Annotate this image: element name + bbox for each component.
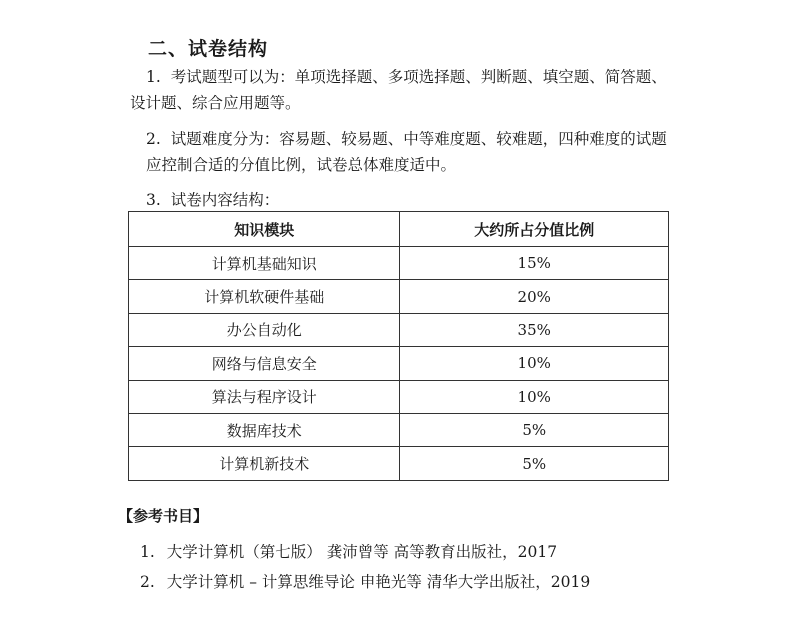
section-heading: 二、试卷结构 bbox=[148, 38, 269, 60]
reference-number: 2. bbox=[140, 573, 155, 591]
table-row bbox=[129, 447, 669, 480]
item-3 bbox=[130, 187, 710, 213]
table-row bbox=[129, 280, 669, 313]
module-cell: 计算机软硬件基础 bbox=[129, 280, 400, 313]
module-cell: 计算机新技术 bbox=[129, 447, 400, 480]
module-cell: 网络与信息安全 bbox=[129, 347, 400, 380]
header-score-ratio: 大约所占分值比例 bbox=[400, 212, 669, 247]
item-text-continued: 应控制合适的分值比例，试卷总体难度适中。 bbox=[146, 156, 457, 174]
ratio-cell: 5% bbox=[400, 447, 669, 480]
reference-item bbox=[140, 570, 590, 592]
reference-text: 大学计算机 – 计算思维导论 申艳光等 清华大学出版社，2019 bbox=[166, 573, 591, 591]
table-row bbox=[129, 413, 669, 446]
table-row bbox=[129, 247, 669, 280]
ratio-cell: 10% bbox=[400, 347, 669, 380]
reference-text: 大学计算机（第七版） 龚沛曾等 高等教育出版社，2017 bbox=[166, 543, 558, 561]
item-number: 2. bbox=[146, 130, 161, 148]
references-title: 【参考书目】 bbox=[118, 507, 209, 525]
table-row bbox=[129, 380, 669, 413]
content-structure-table bbox=[128, 211, 669, 481]
module-cell: 计算机基础知识 bbox=[129, 247, 400, 280]
ratio-cell: 15% bbox=[400, 247, 669, 280]
item-number: 3. bbox=[146, 191, 161, 209]
table-row bbox=[129, 347, 669, 380]
module-cell: 办公自动化 bbox=[129, 313, 400, 346]
ratio-cell: 20% bbox=[400, 280, 669, 313]
header-knowledge-module: 知识模块 bbox=[129, 212, 400, 247]
table-header-row bbox=[129, 212, 669, 247]
item-text: 考试题型可以为：单项选择题、多项选择题、判断题、填空题、简答题、 bbox=[170, 68, 667, 86]
item-number: 1. bbox=[146, 68, 161, 86]
item-text-continued: 设计题、综合应用题等。 bbox=[130, 94, 301, 112]
module-cell: 算法与程序设计 bbox=[129, 380, 400, 413]
item-1 bbox=[130, 64, 710, 116]
item-text: 试卷内容结构： bbox=[170, 191, 280, 209]
module-cell: 数据库技术 bbox=[129, 413, 400, 446]
table-row bbox=[129, 313, 669, 346]
reference-number: 1. bbox=[140, 543, 155, 561]
ratio-cell: 10% bbox=[400, 380, 669, 413]
item-text: 试题难度分为：容易题、较易题、中等难度题、较难题，四种难度的试题 bbox=[170, 130, 667, 148]
ratio-cell: 5% bbox=[400, 413, 669, 446]
reference-item bbox=[140, 540, 557, 562]
item-2 bbox=[130, 126, 710, 178]
ratio-cell: 35% bbox=[400, 313, 669, 346]
